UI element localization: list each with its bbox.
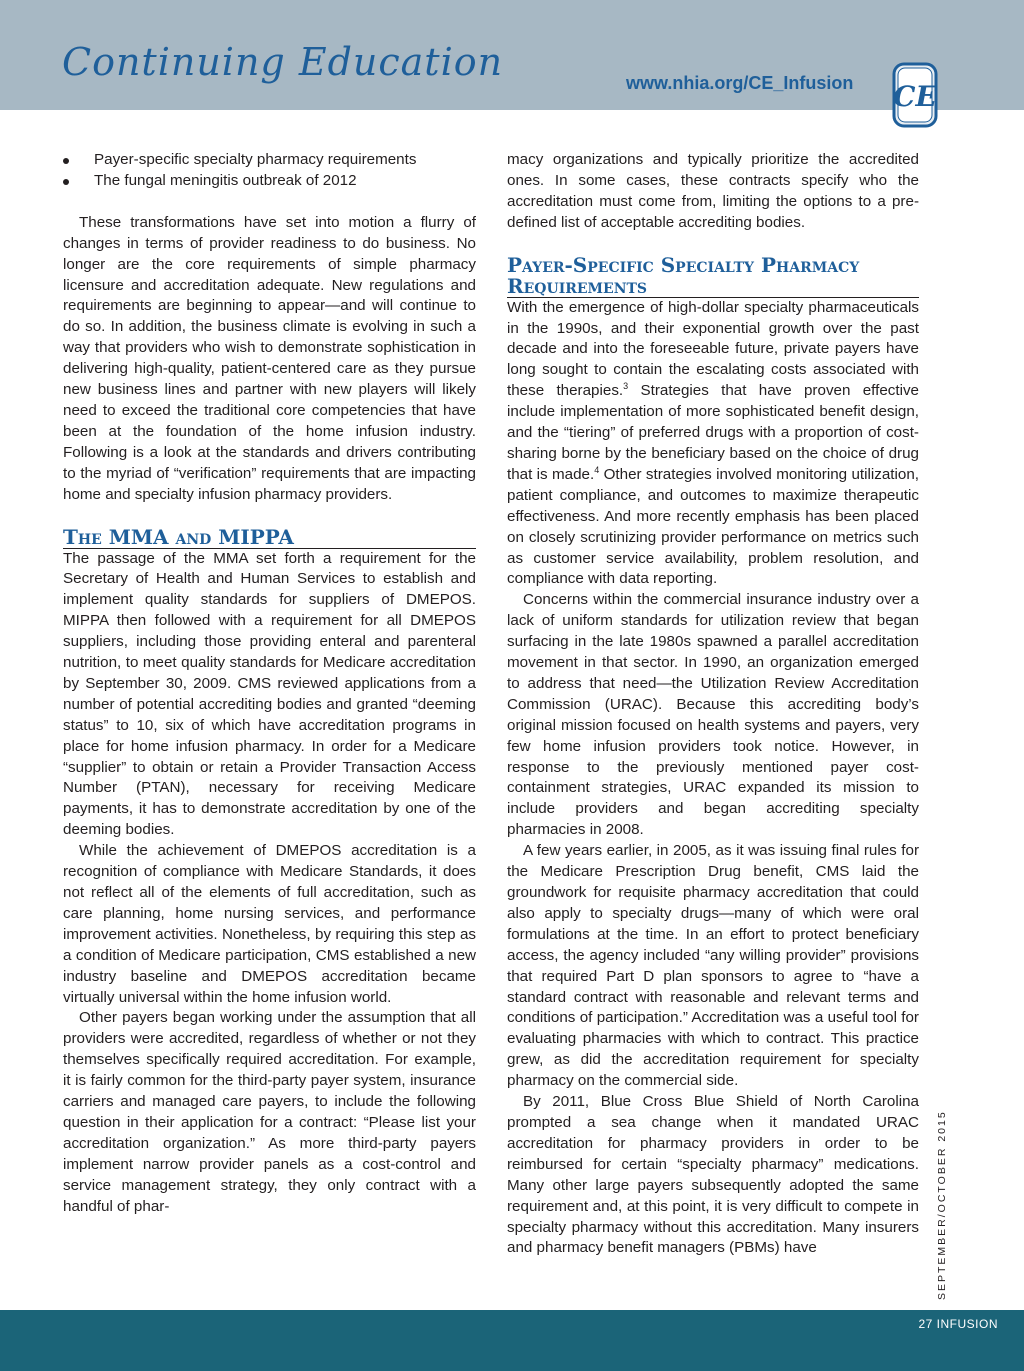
body-paragraph: macy organizations and typically prioritize the accredited ones. In some cases, these contracts specify who the accreditation must come from, limiting the options to a pre-defined list of acceptable accrediting bodies. bbox=[507, 151, 919, 231]
ce-url-link[interactable]: www.nhia.org/CE_Infusion bbox=[626, 73, 854, 93]
bullet-text: The fungal meningitis outbreak of 2012 bbox=[94, 171, 357, 189]
body-paragraph bbox=[507, 298, 919, 591]
list-item bbox=[63, 150, 476, 171]
bullet-icon bbox=[63, 158, 69, 164]
footer-band bbox=[0, 1310, 1024, 1371]
section-heading: The MMA and MIPPA bbox=[63, 527, 476, 549]
paragraph-text: Strategies that have proven effective include implementation of more sophisticated benefit design, and the “tiering” of preferred drugs with a proportion of cost-sharing borne by the beneficiary based on the choice of drug that is made. bbox=[507, 382, 920, 483]
footnote-ref[interactable]: 4 bbox=[594, 464, 600, 475]
body-paragraph: A few years earlier, in 2005, as it was issuing final rules for the Medicare Prescription Drug benefit, CMS laid the groundwork for requisite pharmacy accreditation that could also apply to specialty drugs—many of which were oral formulations at the time. In an effort to protect beneficiary access, the agency included “any willing provider” provisions that required Part D plan sponsors to agree to “have a standard contract with reasonable and relevant terms and conditions of participation.” Accreditation was a useful tool for evaluating pharmacies with which to contract. This practice grew, as did the accreditation requirement for specialty pharmacy on the commercial side. bbox=[507, 842, 919, 1090]
list-item bbox=[63, 171, 476, 192]
ce-badge-text: CE bbox=[893, 80, 937, 113]
left-column bbox=[63, 150, 476, 1218]
section-heading: Payer-Specific Specialty Pharmacy Requirements bbox=[507, 255, 919, 298]
footnote-ref[interactable]: 3 bbox=[623, 381, 629, 392]
bullet-text: Payer-specific specialty pharmacy requirements bbox=[94, 151, 417, 168]
header-band bbox=[0, 0, 1024, 113]
issue-date: SEPTEMBER/OCTOBER 2015 bbox=[936, 1110, 948, 1300]
body-paragraph: These transformations have set into motion a flurry of changes in terms of provider readiness to do business. No longer are the core requirements of simple pharmacy licensure and accreditation adequate. New regulations and requirements are beginning to appear—and will continue to do so. In addition, the business climate is evolving in such a way that providers who wish to demonstrate sophistication in delivering high-quality, patient-centered care as they pursue new business lines and partner with new players will likely need to exceed the traditional core competencies that have been at the foundation of the home infusion industry. Following is a look at the standards and drivers contributing to the myriad of “verification” requirements that are impacting home and specialty infusion pharmacy providers. bbox=[63, 213, 476, 503]
body-paragraph: The passage of the MMA set forth a requirement for the Secretary of Health and Human Services to establish and implement quality standards for suppliers of DMEPOS. MIPPA then followed with a requirement for all DMEPOS suppliers, including those providing enteral and parenteral nutrition, to meet quality standards for Medicare accreditation by September 30, 2009. CMS reviewed applications from a number of potential accrediting bodies and granted “deeming status” to 10, six of which have accreditation programs in place for home infusion pharmacy. In order for a Medicare “supplier” to obtain or retain a Provider Transaction Access Number (PTAN), necessary for receiving Medicare payments, it has to demonstrate accreditation by one of the deeming bodies. bbox=[63, 549, 476, 839]
body-paragraph: Other payers began working under the assumption that all providers were accredited, regardless of whether or not they themselves specifically required accreditation. For example, it is fairly common for the third-party payer system, insurance carriers and managed care payers, to include the following question in their application for a contract: “Please list your accreditation organization.” As more third-party payers implement narrow provider panels as a cost-control and service management strategy, they only contract with a handful of phar- bbox=[63, 1009, 476, 1215]
right-column bbox=[507, 150, 919, 1259]
paragraph-text: Other strategies involved monitoring utilization, patient compliance, and outcomes to maximize therapeutic effectiveness. And more recently emphasis has been placed on closely scrutinizing provider performance on metrics such as customer service availability, problem resolution, and compliance with data reporting. bbox=[507, 465, 919, 588]
body-paragraph: While the achievement of DMEPOS accreditation is a recognition of compliance with Medicare Standards, it does not reflect all of the elements of full accreditation, such as care planning, home nursing services, and performance improvement activities. Nonetheless, by requiring this step as a condition of Medicare participation, CMS established a new industry baseline and DMEPOS accreditation became virtually universal within the home infusion world. bbox=[63, 842, 476, 1006]
paragraph-text: With the emergence of high-dollar specialty pharmaceuticals in the 1990s, and their exponential growth over the past decade and into the foreseeable future, private payers have long sought to contain the escalating costs associated with these therapies. bbox=[507, 298, 919, 400]
bullet-list bbox=[63, 150, 476, 192]
body-paragraph: By 2011, Blue Cross Blue Shield of North Carolina prompted a sea change when it mandated URAC accreditation for pharmacy providers in order to be reimbursed for certain “specialty pharmacy” medications. Many other large payers subsequently adopted the same requirement and, at this point, it is very difficult to compete in specialty pharmacy without this accreditation. Many insurers and pharmacy benefit managers (PBMs) have bbox=[507, 1093, 919, 1257]
body-paragraph: Concerns within the commercial insurance industry over a lack of uniform standards for utilization review that began surfacing in the late 1980s spawned a parallel accreditation movement in that sector. In 1990, an organization emerged to address that need—the Utilization Review Accreditation Commission (URAC). Because this accrediting body’s original mission focused on health systems and payers, very few home infusion providers took notice. However, in response to the previously mentioned payer cost-containment strategies, URAC expanded its mission to include providers and began accrediting specialty pharmacies in 2008. bbox=[507, 591, 919, 839]
section-title: Continuing Education bbox=[62, 40, 504, 84]
bullet-icon bbox=[63, 179, 69, 185]
page-number: 27 INFUSION bbox=[918, 1317, 998, 1331]
ce-badge-icon bbox=[892, 62, 938, 128]
